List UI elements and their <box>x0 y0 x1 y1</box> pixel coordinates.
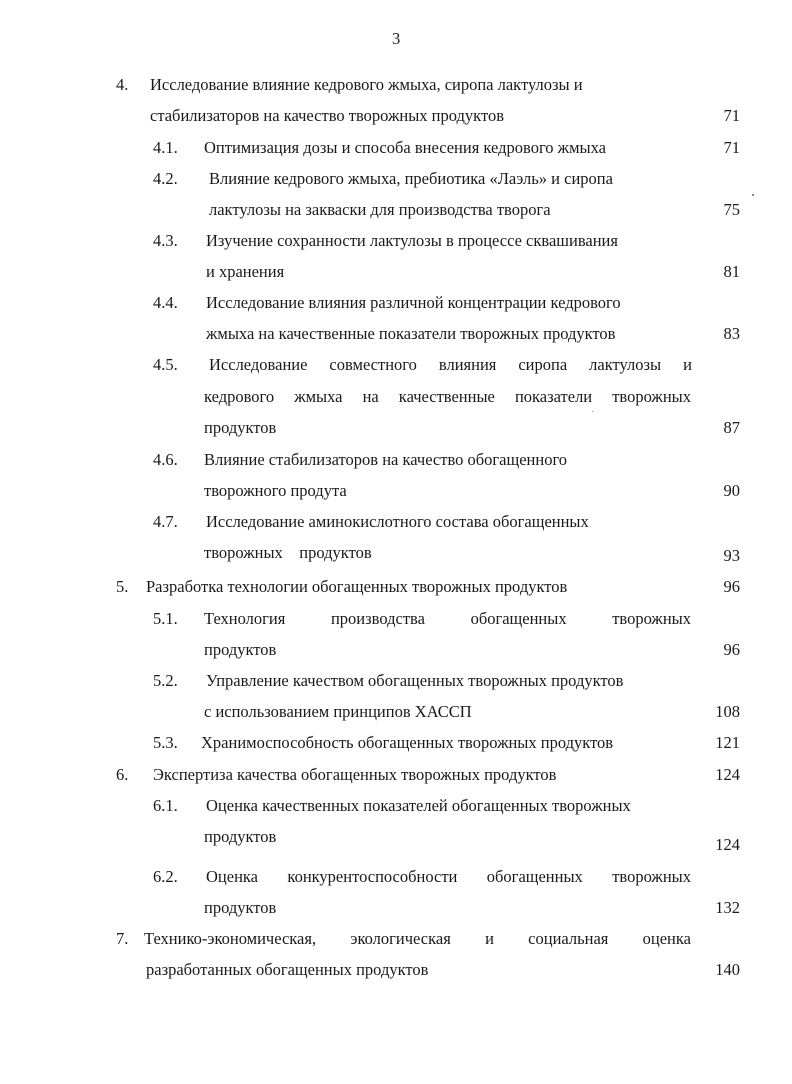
toc-page: 71 <box>723 138 740 157</box>
toc-title: Хранимоспособность обогащенных творожных продуктов <box>201 733 614 752</box>
toc-word: Технология <box>204 609 286 628</box>
toc-word: творожных <box>612 609 691 628</box>
toc-title: продуктов <box>204 898 277 917</box>
toc-word: Исследование <box>209 355 308 374</box>
toc-number: 4. <box>116 75 129 94</box>
toc-number: 6.1. <box>153 796 178 815</box>
toc-title: Исследование аминокислотного состава обогащенных <box>206 512 589 531</box>
toc-word: социальная <box>528 929 609 948</box>
toc-word: жмыха <box>294 387 343 406</box>
scan-speck <box>592 411 593 412</box>
toc-word: и <box>485 929 494 948</box>
toc-title: разработанных обогащенных продуктов <box>146 960 429 979</box>
toc-title: лактулозы на закваски для производства творога <box>209 200 551 219</box>
toc-page: 108 <box>715 702 740 721</box>
toc-word: творожных <box>612 387 691 406</box>
toc-title <box>209 355 692 375</box>
toc-title: продуктов <box>204 827 277 846</box>
toc-word: лактулозы <box>589 355 662 374</box>
toc-title: Исследование влияние кедрового жмыха, сиропа лактулозы и <box>150 75 583 94</box>
toc-page: 71 <box>723 106 740 125</box>
toc-title: и хранения <box>206 262 285 281</box>
toc-word: производства <box>330 609 425 628</box>
toc-number: 5.3. <box>153 733 178 752</box>
toc-number: 4.6. <box>153 450 178 469</box>
toc-word: кедрового <box>204 387 275 406</box>
toc-title <box>204 387 691 407</box>
toc-page: 87 <box>723 418 740 437</box>
toc-title: Исследование влияния различной концентрации кедрового <box>206 293 621 312</box>
toc-number: 5. <box>116 577 129 596</box>
toc-title <box>144 929 691 949</box>
toc-page: 75 <box>723 200 740 219</box>
toc-title: Управление качеством обогащенных творожных продуктов <box>206 671 624 690</box>
toc-word: Оценка <box>206 867 258 886</box>
toc-title: Изучение сохранности лактулозы в процессе сквашивания <box>206 231 618 250</box>
toc-page: 124 <box>715 835 740 854</box>
toc-word: обогащенных <box>470 609 567 628</box>
toc-word: Технико-экономическая, <box>144 929 317 948</box>
toc-number: 4.5. <box>153 355 178 374</box>
toc-number: 7. <box>116 929 129 948</box>
toc-word: показатели <box>514 387 593 406</box>
toc-word: сиропа <box>518 355 568 374</box>
toc-title: продуктов <box>204 418 277 437</box>
toc-page: 96 <box>723 577 740 596</box>
toc-page: 90 <box>723 481 740 500</box>
toc-number: 5.1. <box>153 609 178 628</box>
toc-title: жмыха на качественные показатели творожных продуктов <box>206 324 616 343</box>
page-number: 3 <box>392 29 401 48</box>
toc-number: 4.2. <box>153 169 178 188</box>
toc-word: конкурентоспособности <box>287 867 458 886</box>
toc-word: экологическая <box>350 929 451 948</box>
toc-title <box>206 867 691 887</box>
toc-word: влияния <box>438 355 497 374</box>
toc-title: творожного продута <box>204 481 347 500</box>
toc-page: 81 <box>723 262 740 281</box>
toc-page: 132 <box>715 898 740 917</box>
toc-number: 5.2. <box>153 671 178 690</box>
scan-speck <box>752 194 754 196</box>
toc-title: Оценка качественных показателей обогащенных творожных <box>206 796 631 815</box>
toc-number: 4.1. <box>153 138 178 157</box>
toc-title: продуктов <box>204 640 277 659</box>
toc-title: с использованием принципов ХАССП <box>204 702 472 721</box>
toc-title: творожных продуктов <box>204 543 372 562</box>
toc-title: стабилизаторов на качество творожных продуктов <box>150 106 505 125</box>
toc-title: Экспертиза качества обогащенных творожных продуктов <box>153 765 557 784</box>
toc-title: Влияние стабилизаторов на качество обогащенного <box>204 450 568 469</box>
toc-number: 4.7. <box>153 512 178 531</box>
toc-word: и <box>683 355 692 374</box>
toc-page: 96 <box>723 640 740 659</box>
toc-title: Разработка технологии обогащенных творожных продуктов <box>146 577 568 596</box>
toc-word: творожных <box>612 867 691 886</box>
toc-number: 6. <box>116 765 129 784</box>
toc-title: Влияние кедрового жмыха, пребиотика «Лаэль» и сиропа <box>209 169 613 188</box>
toc-number: 4.3. <box>153 231 178 250</box>
toc-title: Оптимизация дозы и способа внесения кедрового жмыха <box>204 138 606 157</box>
toc-page: 124 <box>715 765 740 784</box>
toc-page: 83 <box>723 324 740 343</box>
toc-number: 6.2. <box>153 867 178 886</box>
toc-word: оценка <box>642 929 691 948</box>
toc-word: обогащенных <box>486 867 583 886</box>
toc-page: 121 <box>715 733 740 752</box>
toc-word: качественные <box>398 387 495 406</box>
toc-number: 4.4. <box>153 293 178 312</box>
toc-word: на <box>362 387 379 406</box>
toc-word: совместного <box>329 355 417 374</box>
toc-title <box>204 609 691 629</box>
toc-page: 93 <box>723 546 740 565</box>
toc-page: 140 <box>715 960 740 979</box>
